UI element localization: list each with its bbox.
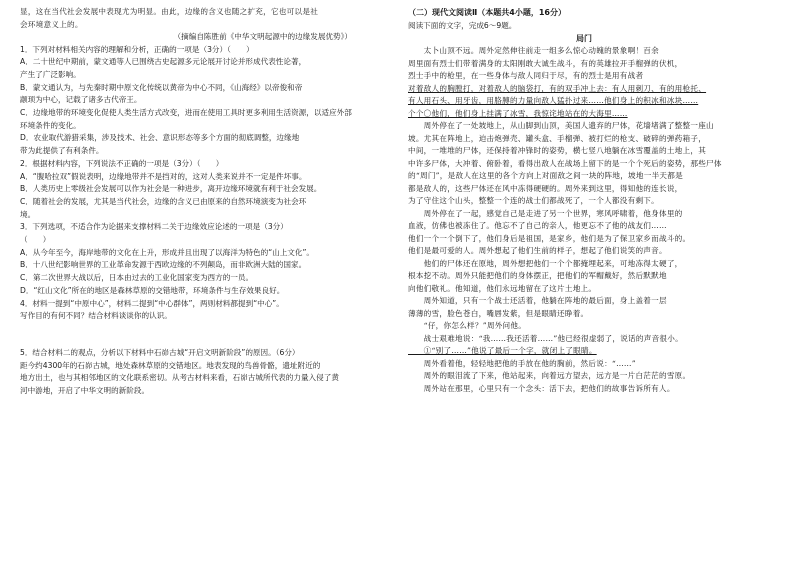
passage-line: 他们是最可爱的人。周外想起了他们生前的样子，想起了他们说笑的声音。 xyxy=(408,246,667,255)
question-1-stem: 1．下列对材料相关内容的理解和分析，正确的一项是（3分）（ ） xyxy=(20,44,254,54)
passage-line: 对着敌人的胸膛打，对着敌人的脑袋打，有的双手冲上去：有人用刺刀、有的用枪托、 xyxy=(408,83,707,93)
question-3-stem: 3．下列选项，不适合作为论据来支撑材料二关于边缘效应论述的一项是（3分） xyxy=(20,222,288,232)
q1-option-line: B．蒙文通认为，与先秦时期中原文化传统以黄帝为中心不同，《山海经》以帝俊和帝 xyxy=(20,82,303,92)
q3-option-line: A．从今年至今，海岸地带的文化在上升，形成并且出现了以海洋为特色的“山上文化”。 xyxy=(20,247,315,257)
passage-line: 周外知道，只有一个战士还活着，他躺在阵地的最后面，身上盖着一层 xyxy=(408,296,667,305)
passage-line: 都是敌人的，这些尸体还在风中冻得硬硬的。周外来到这里，得知他的连长说， xyxy=(408,183,683,193)
q2-option-line: C．随着社会的发展，尤其是当代社会，边缘的含义已由原来的自然环境演变为社会环 xyxy=(20,196,307,206)
passage-line: 烈士手中的枪里，在一些身体与敌人同归于尽，有的烈士是用有战者 xyxy=(408,71,644,80)
q1-option-line: D．农业取代游猎采集，涉及技术、社会、意识形态等多个方面的彻底调整，边缘地 xyxy=(20,133,300,143)
q3-option-line: D．“红山文化”所在的地区是森林草原的交错地带，环境条件与生存效果良好。 xyxy=(20,285,285,295)
passage-title: 局门 xyxy=(576,34,592,43)
q1-option-line: 颛顼为中心，记载了诸多古代帝王。 xyxy=(20,95,142,105)
q3-option-line: B．十八世纪影响世界的工业革命发源于西欧边缘的不列颠岛，而非欧洲大陆的国家。 xyxy=(20,260,307,270)
passage-line: 周外站在那里，心里只有一个念头：活下去，把他们的故事告诉所有人。 xyxy=(408,383,675,393)
section-heading: （二）现代文阅读Ⅱ（本题共4小题，16分） xyxy=(408,8,566,17)
passage-line: 薄薄的雪，脸色苍白，嘴唇发紫，但是眼睛还睁着。 xyxy=(408,308,589,318)
q2-option-line: B．人类历史上零级社会发展可以作为社会是一种进步，离开边缘环境就有利于社会发展。 xyxy=(20,184,322,194)
right-column xyxy=(408,6,760,395)
passage-line: 太卜山顶不远。周外定然伸往前走一组多么惊心动魄的景象啊！百余 xyxy=(408,46,659,55)
q1-option-line: A．二十世纪中期前，蒙文通等人已围绕古史起源多元论展开讨论并形成代表性论著， xyxy=(20,57,307,67)
q2-option-line: 境。 xyxy=(20,209,36,219)
passage-line: 周里面有烈士们带着满身的太阳刚敢大诚生战斗，有的英雄拉开手榴弹的伏机， xyxy=(408,58,683,68)
passage-line: 个个〇他们，他们身上挂满了冰雪，我惊诧地站在的大海里…… xyxy=(408,108,628,118)
q1-option-line: 产生了广泛影响。 xyxy=(20,69,81,79)
q1-option-line: C．边缘地带的环境变化促使人类生活方式改变，进而在使用工具时更多利用生活资源，以适应外部 xyxy=(20,108,352,118)
intro-line: 会环境意义上的。 xyxy=(20,19,83,29)
question-4-line: 4．材料一提到“中原中心”，材料二提到“中心群体”，两则材料都提到“中心”。 xyxy=(20,298,284,308)
question-3-paren: （ ） xyxy=(20,235,51,245)
passage-line: 周外停在了一起，感觉自己是走进了另一个世界，寒风呼啸着，他身体里的 xyxy=(408,208,683,218)
question-5-line: 5．结合材料二的观点，分析以下材料中石峁古城“开启文明新阶段”的原因。（6分） xyxy=(20,347,300,357)
answer-space xyxy=(20,323,372,347)
q3-option-line: C．第二次世界大战以后，日本由过去的工业化国家变为西方的一员。 xyxy=(20,273,254,283)
intro-line: 显，这在当代社会发展中表现尤为明显。由此，边缘的含义也随之扩充，它也可以是社 xyxy=(20,7,319,16)
passage-line: 血液，仿佛也被冻住了。他忘不了自己的亲人，他更忘不了他的战友们…… xyxy=(408,221,667,230)
passage-line: 战士艰难地说：“我……我还活着……”他已经很虚弱了，说话的声音很小。 xyxy=(408,333,683,343)
passage-line: 中间，一堆堆的尸体，还保持着冲锋时的姿势，横七竖八地躺在冰雪覆盖的土地上，其 xyxy=(408,146,707,155)
passage-line: 他们的尸体还在原地，周外想把他们一个个都掩埋起来，可地冻得太硬了， xyxy=(408,258,683,268)
passage-line: ①“别了……”他说了最后一个字，就闭上了眼睛。 xyxy=(408,346,597,355)
question-5-line: 河中游地，开启了中华文明的新阶段。 xyxy=(20,386,150,396)
passage-line: 周外看着他，轻轻地把他的手放在他的胸前，然后说：“……” xyxy=(408,358,636,368)
left-column xyxy=(20,6,372,398)
passage-line: 坡。尤其在阵地上，迫击炮弹壳、罐头盒、手榴弹、被打烂的枪支、破碎的弹药箱子， xyxy=(408,133,707,143)
passage-line: 他们一个一个倒下了，他们身后是祖国，是家乡，他们是为了保卫家乡而战斗的。 xyxy=(408,233,691,243)
reading-instruction: 阅读下面的文字，完成6～9题。 xyxy=(408,21,517,30)
question-5-line: 地方出土，也与其相邻地区的文化联系密切。从考古材料来看，石峁古城所代表的力量入侵了黄 xyxy=(20,373,339,383)
passage-line: 周外的眼泪流了下来，他站起来，向着远方望去，远方是一片白茫茫的雪原。 xyxy=(408,371,691,380)
passage-line: 周外停在了一处坡地上，从山脚到山顶，美国人遗弃的尸体，花墙堵满了整整一座山 xyxy=(408,121,714,130)
passage-line: 为了守住这个山头，整整一个连的战士们都战死了，一个人都没有剩下。 xyxy=(408,196,659,205)
question-4-line: 写作目的有何不同？结合材料谈谈你的认识。 xyxy=(20,311,172,321)
source-citation: （摘编自陈胜前《中华文明起源中的边缘发展优势》） xyxy=(173,32,352,41)
passage-line: 向他们敬礼。他知道，他们永远地留在了这片土地上。 xyxy=(408,283,597,293)
passage-line: 有人用石头、用牙齿，用胳膊的力量向敌人猛扑过来……他们身上的积冰和冰块…… xyxy=(408,96,699,105)
question-2-stem: 2．根据材料内容，下列说法不正确的一项是（3分）（ ） xyxy=(20,158,224,168)
passage-line: “仔，你怎么样？”周外问他。 xyxy=(408,321,527,330)
passage-line: 根本挖不动。周外只能把他们的身体摆正，把他们的军帽戴好，然后默默地 xyxy=(408,271,667,280)
question-5-line: 距今约4300年的石峁古城，地处森林草原的交错地区。地表发现的鸟兽骨骼，遗址附近的 xyxy=(20,360,321,370)
passage-line: 中许多尸体，大冲着、俯卧着，看得出敌人在战场上留下的是一个个死后的姿势，那些尸体 xyxy=(408,158,722,168)
q2-option-line: A．“腹哈拉双”假说表明，边缘地带并不是挡对的，这对人类来说并不一定是件坏事。 xyxy=(20,171,307,181)
q1-option-line: 环境条件的变化。 xyxy=(20,120,81,130)
passage-line: 的“周门”，是敌人在这里的各个方向上对面敌之间一块的阵地，坡地一半天都是 xyxy=(408,171,683,180)
q1-option-line: 带为此提供了有利条件。 xyxy=(20,146,104,156)
